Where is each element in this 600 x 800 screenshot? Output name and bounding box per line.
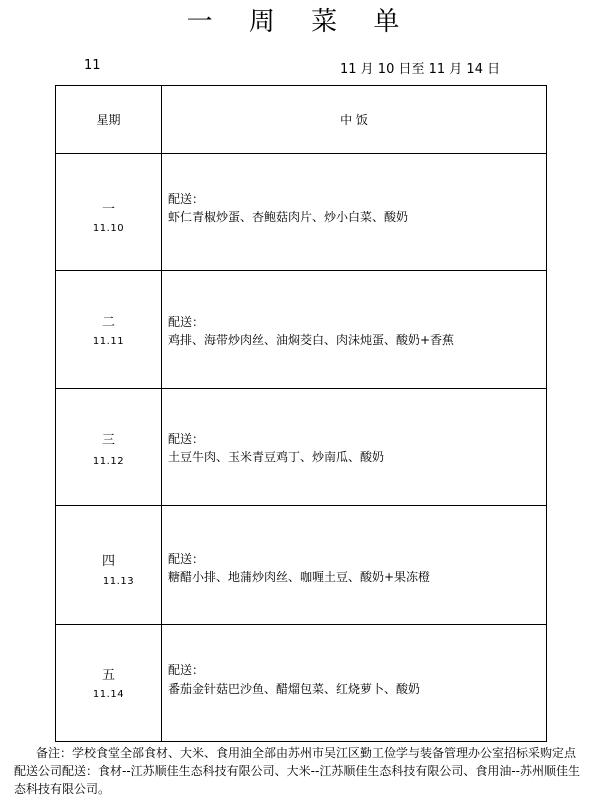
meal-cell — [162, 506, 546, 624]
day-cell — [56, 271, 162, 388]
table-row — [56, 625, 546, 741]
day-cell — [56, 506, 162, 624]
meal-label: 配送： — [168, 192, 205, 206]
meal-items: 鸡排、海带炒肉丝、油焖茭白、肉沫炖蛋、酸奶+香蕉 — [168, 333, 455, 347]
menu-table — [55, 85, 547, 742]
meal-items: 糖醋小排、地蒲炒肉丝、咖喱土豆、酸奶+果冻橙 — [168, 570, 431, 584]
day-date: 11.11 — [92, 336, 125, 347]
table-row — [56, 154, 546, 271]
meal-label: 配送： — [168, 663, 205, 677]
lunch-column-header: 中 饭 — [340, 113, 368, 127]
meal-items: 虾仁青椒炒蛋、杏鲍菇肉片、炒小白菜、酸奶 — [168, 210, 409, 224]
day-cell — [56, 389, 162, 505]
day-name: 一 — [101, 202, 115, 217]
meal-items: 土豆牛肉、玉米青豆鸡丁、炒南瓜、酸奶 — [168, 450, 385, 464]
day-cell — [56, 154, 162, 270]
table-row — [56, 506, 546, 625]
day-date: 11.14 — [92, 689, 125, 700]
meal-label: 配送： — [168, 432, 205, 446]
date-range: 11 月 10 日至 11 月 14 日 — [340, 62, 501, 77]
page-title: 一 周 菜 单 — [186, 7, 414, 37]
meal-cell — [162, 271, 546, 388]
day-name: 四 — [101, 554, 115, 569]
day-date: 11.13 — [102, 576, 135, 587]
meal-cell — [162, 154, 546, 270]
day-column-header: 星期 — [56, 86, 162, 153]
meal-label: 配送： — [168, 315, 205, 329]
day-name: 三 — [101, 433, 115, 448]
week-number: 11 — [84, 58, 101, 73]
table-header-row — [56, 86, 546, 154]
day-cell — [56, 625, 162, 741]
table-row — [56, 271, 546, 389]
meal-cell — [162, 625, 546, 741]
meal-cell — [162, 389, 546, 505]
day-name: 五 — [101, 668, 115, 683]
meal-items: 番茄金针菇巴沙鱼、醋熘包菜、红烧萝卜、酸奶 — [168, 682, 421, 696]
table-row — [56, 389, 546, 506]
day-date: 11.10 — [92, 223, 125, 234]
day-name: 二 — [101, 315, 115, 330]
footnote: 备注：学校食堂全部食材、大米、食用油全部由苏州市吴江区勤工俭学与装备管理办公室招标采购定点配送公司配送：食材--江苏顺佳生态科技有限公司、大米--江苏顺佳生态科技有限公司、食用油--苏州顺佳生态科技有限公司。 — [14, 746, 580, 796]
meal-label: 配送： — [168, 552, 205, 566]
day-date: 11.12 — [92, 456, 125, 467]
